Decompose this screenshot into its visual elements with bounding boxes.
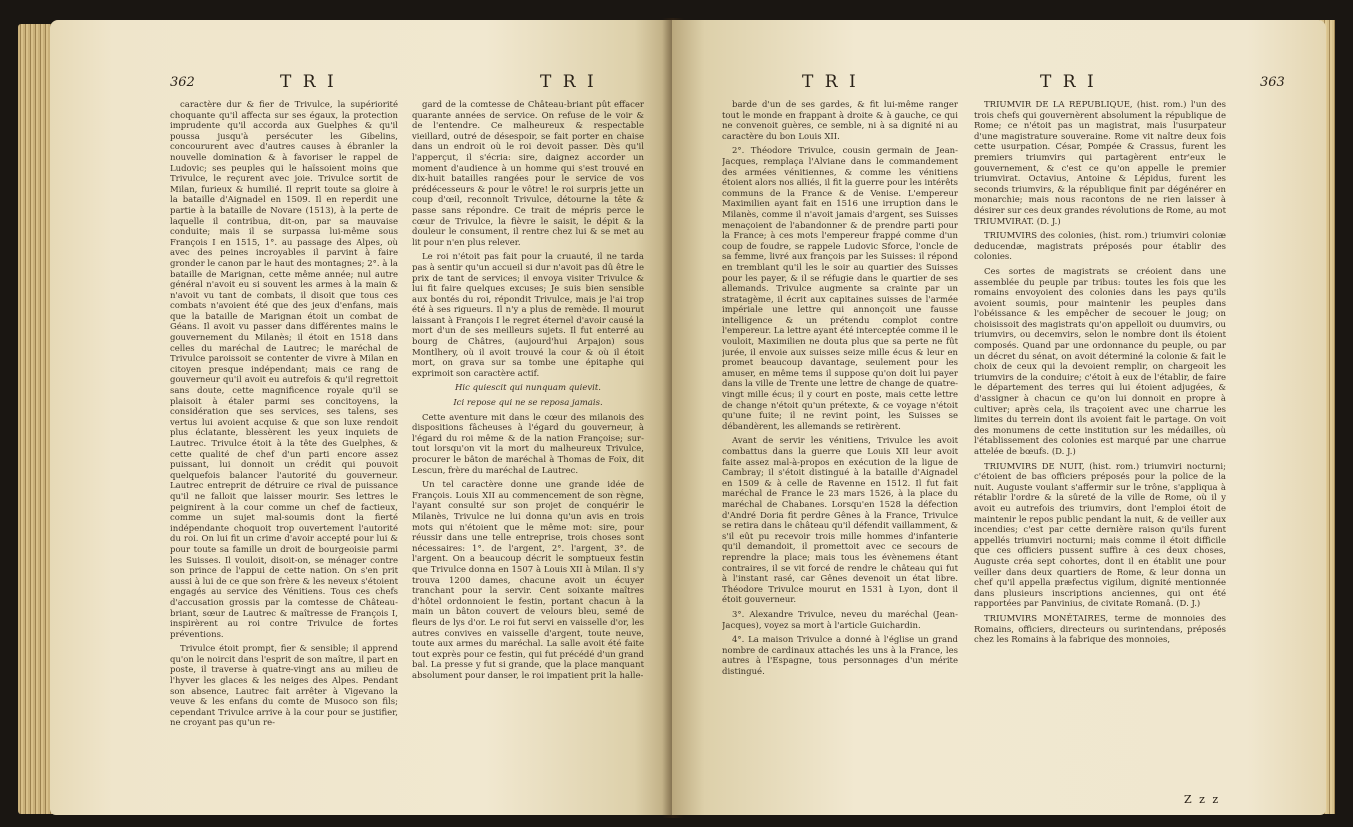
right-column-1 <box>722 100 958 805</box>
paragraph: Hic quiescit qui nunquam quievit. <box>454 383 602 394</box>
signature-mark: Z z z <box>1184 793 1221 806</box>
left-column-2 <box>412 100 644 805</box>
paragraph: Ici repose qui ne se reposa jamais. <box>453 398 603 409</box>
paragraph: 2°. Théodore Trivulce, cousin germain de Jean-Jacques, remplaça l'Alviane dans le commandement des armées vénitiennes, & comme les vénitiens étoient alors nos alliés, il fit la guerre pour les intérêts communs de la France & de Venise. L'empereur Maximilien ayant fait en 1516 une irruption dans le Milanès, comme il n'avoit jamais d'argent, ses Suisses menaçoient de l'abandonner & de prendre parti pour la France; à ces mots l'empereur frappé comme d'un coup de foudre, se rappele Ludovic Sforce, l'oncle de sa femme, livré aux françois par les Suisses: il répond en tremblant qu'il les le soir au quartier des Suisses pour les payer, & il se réfugie dans le quartier de ses allemands. Trivulce augmente sa crainte par un stratagème, il écrit aux capitaines suisses de l'armée impériale une lettre qui annonçoit une fausse intelligence & un prétendu complot contre l'empereur. La lettre ayant été interceptée comme il le vouloit, Maximilien ne douta plus que sa perte ne fût jurée, il envoie aux suisses seize mille écus & leur en promet beaucoup davantage, seulement pour les amuser, en même tems il suppose qu'on doit lui payer dans la ville de Trente une lettre de change de quatre-vingt mille écus; il y court en poste, mais cette lettre de change n'étoit qu'un prétexte, & ce voyage n'étoit qu'une fuite; il ne revint point, les Suisses se débandèrent, les allemands se retirèrent. <box>722 146 958 432</box>
paragraph: TRIUMVIRS MONÉTAIRES, terme de monnoies des Romains, officiers, directeurs ou surintendans, préposés chez les Romains à la fabrique des monnoies, <box>974 613 1226 646</box>
left-page-number: 362 <box>170 75 195 90</box>
paragraph: 3°. Alexandre Trivulce, neveu du maréchal (Jean-Jacques), voyez sa mort à l'article Guichardin. <box>722 609 958 631</box>
paragraph: Trivulce étoit prompt, fier & sensible; il apprend qu'on le noircit dans l'esprit de son maître, il part en poste, il traverse à quatre-vingt ans au milieu de l'hyver les glaces & les neiges des Alpes. Pendant son absence, Lautrec fait arrêter à Vigevano la veuve & les enfans du comte de Musoco son fils; cependant Trivulce arrive à la cour pour se justifier, ne croyant pas qu'un re- <box>170 644 398 729</box>
paragraph: TRIUMVIRS DE NUIT, (hist. rom.) triumviri nocturni; c'étoient de bas officiers préposés pour la police de la nuit. Auguste voulant s'affermir sur le trône, s'appliqua à rétablir l'ordre & la sûreté de la ville de Rome, où il y avoit eu autrefois des triumvirs, dont l'emploi étoit de maintenir le repos public pendant la nuit, & de veiller aux incendies; c'est par cette dernière raison qu'ils furent appellés triumviri nocturni; mais comme il étoit difficile que ces officiers pussent suffire à ces deux choses, Auguste créa sept cohortes, dont il en établit une pour veiller dans deux quartiers de Rome, & leur donna un chef qu'il appella præfectus vigilum, dignité mentionnée dans plusieurs inscriptions anciennes, qui ont été rapportées par Panvinius, de civitate Romanâ. (D. J.) <box>974 461 1226 610</box>
right-page <box>672 20 1326 815</box>
left-column-1 <box>170 100 398 805</box>
paragraph: gard de la comtesse de Château-briant pût effacer quarante années de service. On refuse de le voir & de l'entendre. Ce malheureux & respectable vieillard, outré de désespoir, se fait porter en chaise dans un endroit où le roi devoit passer. Dès qu'il l'apperçut, il s'écria: sire, daignez accorder un moment d'audience à un homme qui s'est trouvé en dix-huit batailles rangées pour le service de vos prédécesseurs & pour le vôtre! le roi surpris jette un coup d'œil, reconnoît Trivulce, détourne la tête & passe sans répondre. Ce trait de mépris perce le cœur de Trivulce, la fièvre le saisit, le dépit & la douleur le consument, il rentre chez lui & se met au lit pour n'en plus relever. <box>412 100 644 248</box>
left-page <box>50 20 672 815</box>
paragraph: Ces sortes de magistrats se créoient dans une assemblée du peuple par tribus: toutes les fois que les romains envoyoient des colonies dans les pays qu'ils avoient soumis, pour maintenir les peuples dans l'obéissance & les empêcher de secouer le joug; on choisissoit des magistrats qu'on appelloit ou duumvirs, ou triumvirs, ou decemvirs, selon le nombre dont ils étoient composés. Quand par une ordonnance du peuple, ou par un décret du sénat, on avoit déterminé la colonie & fait le choix de ceux qui la devoient remplir, on chargeoit les triumvirs de la conduire; c'étoit à eux de l'établir, de faire le département des terres qui lui étoient adjugées, & d'assigner à chacun ce qu'on lui donnoit en propre à cultiver; après cela, ils traçoient avec une charrue les limites du terrein dont ils avoient fait le partage. On voit des monumens de cette institution sur les médailles, où l'établissement des colonies est marqué par une charrue attelée de bœufs. (D. J.) <box>974 266 1226 457</box>
right-running-head-1: T R I <box>802 72 859 92</box>
right-page-number: 363 <box>1260 75 1285 90</box>
right-column-2 <box>974 100 1226 790</box>
paragraph: 4°. La maison Trivulce a donné à l'église un grand nombre de cardinaux attachés les uns à la France, les autres à l'Espagne, tous personnages d'un mérite distingué. <box>722 635 958 677</box>
paragraph: Avant de servir les vénitiens, Trivulce les avoit combattus dans la guerre que Louis XII leur avoit faite assez mal-à-propos en exécution de la ligue de Cambray; il s'étoit distingué à la bataille d'Aignadel en 1509 & à celle de Ravenne en 1512. Il fut fait maréchal de France le 23 mars 1526, à la place du maréchal de Chabanes. Lorsqu'en 1528 la défection d'André Doria fit perdre Gênes à la France, Trivulce se retira dans le château qu'il défendit vaillamment, & s'il eût pu recevoir trois mille hommes d'infanterie qu'il demandoit, il promettoit avec ce secours de reprendre la place; mais tous les évènemens étant contraires, il se vit forcé de rendre le château qui fut à l'instant rasé, car Gênes devenoit un état libre. Théodore Trivulce mourut en 1531 à Lyon, dont il étoit gouverneur. <box>722 436 958 606</box>
right-running-head-2: T R I <box>1040 72 1097 92</box>
left-running-head-1: T R I <box>280 72 337 92</box>
page-edges-left <box>18 24 54 814</box>
paragraph: caractère dur & fier de Trivulce, la supériorité choquante qu'il affecta sur ses égaux, la protection imprudente qu'il accorda aux Guelphes & qu'il poussa jusqu'à persécuter les Gibelins, concoururent avec d'autres causes à ébranler la nouvelle domination & à favoriser le rappel de Ludovic; ses peuples qui le haïssoient moins que Trivulce, le reçurent avec joie. Trivulce sortit de Milan, furieux & humilié. Il reprit toute sa gloire à la bataille d'Aignadel en 1509. Il en reperdit une partie à la bataille de Novare (1513), à la perte de laquelle il contribua, dit-on, par sa mauvaise conduite; mais il se surpassa lui-même sous François I en 1515, 1°. au passage des Alpes, où avec des peines incroyables il parvint à faire gronder le canon par le haut des montagnes; 2°. à la bataille de Marignan, cette même année; nul autre général n'avoit eu si souvent les armes à la main & n'avoit vu tant de combats, il disoit que tous ces combats n'avoient été que des jeux d'enfans, mais que la bataille de Marignan étoit un combat de Géans. Il avoit vu passer dans différentes mains le gouvernement du Milanès; il étoit en 1518 dans celles du maréchal de Lautrec; le maréchal de Trivulce paroissoit se contenter de vivre à Milan en citoyen presque indépendant; mais ce rang de gouverneur qu'il avoit eu autrefois & qu'il regrettoit sans doute, cette magnificence royale qu'il se plaisoit à étaler parmi ses concitoyens, la considération que ses services, ses talens, ses vertus lui avoient acquise & que son luxe rendoit plus éclatante, blessèrent les yeux inquiets de Lautrec. Trivulce étoit à la tête des Guelphes, & cette qualité de chef d'un parti encore assez puissant, lui donnoit un crédit qui pouvoit quelquefois balancer l'autorité du gouverneur. Lautrec entreprit de détruire ce rival de puissance qu'il ne falloit que laisser mourir. Ses lettres le peignirent à la cour comme un chef de factieux, comme un sujet mal-soumis dont la fierté indépendante choquoit trop ouvertement l'autorité du roi. On lui fit un crime d'avoir accepté pour lui & pour toute sa famille un droit de bourgeoisie parmi les Suisses. Il vouloit, disoit-on, se ménager contre son prince de l'appui de cette nation. On s'en prit aussi à lui de ce que son frère & les neveux s'étoient engagés au service des Vénitiens. Tous ces chefs d'accusation grossis par la comtesse de Château-briant, sœur de Lautrec & maîtresse de François I, inspirèrent au roi contre Trivulce de fortes préventions. <box>170 100 398 640</box>
paragraph: Cette aventure mit dans le cœur des milanois des dispositions fâcheuses à l'égard du gouverneur, à l'égard du roi même & de la nation Françoise; sur-tout lorsqu'on vit la mort du malheureux Trivulce, procurer le bâton de maréchal à Thomas de Foix, dit Lescun, frère du maréchal de Lautrec. <box>412 412 644 476</box>
paragraph: TRIUMVIR DE LA RÉPUBLIQUE, (hist. rom.) l'un des trois chefs qui gouvernèrent absolument la république de Rome; ce n'étoit pas un magistrat, mais l'usurpateur d'une magistrature souveraine. Rome vit naître deux fois cette usurpation. César, Pompée & Crassus, furent les premiers triumvirs qui partagèrent entr'eux le gouvernement, & c'est ce qu'on appelle le premier triumvirat. Octavius, Antoine & Lépidus, furent les seconds triumvirs, & la république finit par dégénérer en monarchie; mais nous racontons de ne rien laisser à désirer sur ces deux grandes révolutions de Rome, au mot TRIUMVIRAT. (D. J.) <box>974 100 1226 227</box>
paragraph: TRIUMVIRS des colonies, (hist. rom.) triumviri coloniæ deducendæ, magistrats préposés pour établir des colonies. <box>974 231 1226 263</box>
left-running-head-2: T R I <box>540 72 597 92</box>
paragraph: barde d'un de ses gardes, & fit lui-même ranger tout le monde en frappant à droite & à gauche, ce qui ne convenoit guères, ce semble, ni à sa dignité ni au caractère du bon Louis XII. <box>722 100 958 142</box>
paragraph: Le roi n'étoit pas fait pour la cruauté, il ne tarda pas à sentir qu'un accueil si dur n'avoit pas dû être le prix de tant de services; il envoya visiter Trivulce & lui fit faire quelques excuses; Je suis bien sensible aux bontés du roi, répondit Trivulce, mais je l'ai trop été à ses rigueurs. Il n'y a plus de remède. Il mourut laissant à François I le regret éternel d'avoir causé la mort d'un de ses meilleurs sujets. Il fut enterré au bourg de Châtres, (aujourd'hui Arpajon) sous Montlhery, où il avoit trouvé la cour & où il étoit mort, on grava sur sa tombe une épitaphe qui exprimoit son caractère actif. <box>412 252 644 379</box>
paragraph: Un tel caractère donne une grande idée de François. Louis XII au commencement de son règne, l'ayant consulté sur son projet de conquérir le Milanès, Trivulce ne lui donna qu'un avis en trois mots qui n'étoient que le même mot: sire, pour réussir dans une telle entreprise, trois choses sont nécessaires: 1°. de l'argent, 2°. l'argent, 3°. de l'argent. On a beaucoup décrit le somptueux festin que Trivulce donna en 1507 à Louis XII à Milan. Il s'y trouva 1200 dames, chacune avoit un écuyer tranchant pour la servir. Cent soixante maîtres d'hôtel ordonnoient le festin, portant chacun à la main un bâton couvert de velours bleu, semé de fleurs de lys d'or. Le roi fut servi en vaisselle d'or, les autres convives en vaisselle d'argent, toute neuve, toute aux armes du maréchal. La salle avoit été faite tout exprès pour ce festin, qui fut précédé d'un grand bal. La presse y fut si grande, que la place manquant absolument pour danser, le roi impatient prit la halle- <box>412 480 644 681</box>
